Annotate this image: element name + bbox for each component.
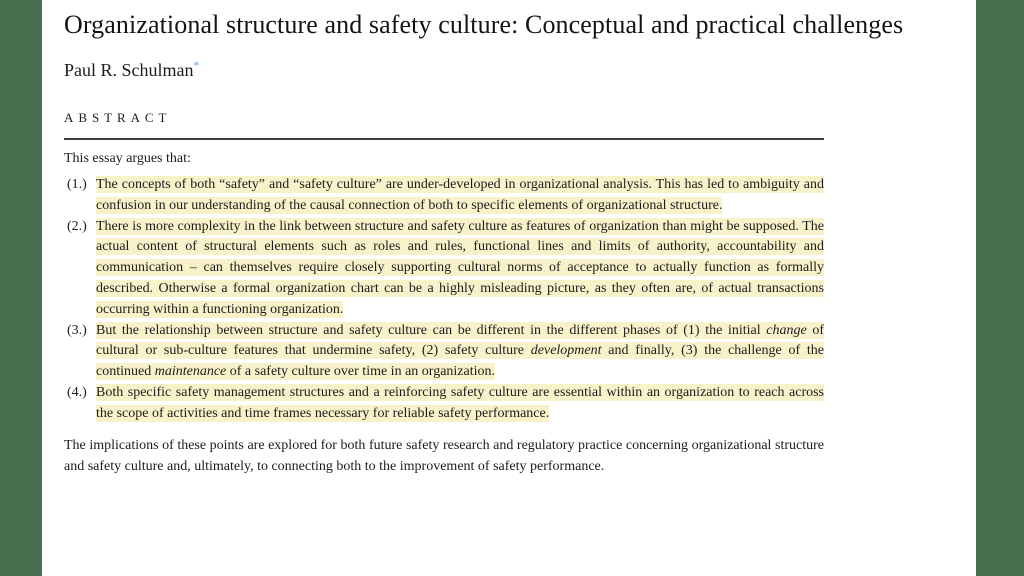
abstract-list-item (64, 217, 824, 321)
abstract-list (64, 175, 824, 425)
list-item-text-highlighted: But the relationship between structure and safety culture can be different in the different phases of (1) the initial change of cultural or sub-culture features that undermine safety, (2) safety culture development and finally, (3) the challenge of the continued maintenance of a safety culture over time in an organization. (96, 322, 824, 380)
list-item-marker: (2.) (67, 218, 87, 234)
abstract-intro: This essay argues that: (64, 151, 191, 166)
paper-page (42, 0, 976, 576)
author-name: Paul R. Schulman (64, 60, 194, 80)
abstract-list-item (64, 383, 824, 425)
list-item-text-highlighted: Both specific safety management structures and a reinforcing safety culture are essential within an organization to reach across the scope of activities and time frames necessary for reliable safety performance. (96, 384, 824, 421)
abstract-heading: ABSTRACT (64, 110, 172, 125)
list-item-marker: (1.) (67, 177, 87, 192)
author-footnote-asterisk[interactable]: * (193, 58, 200, 72)
abstract-list-item (64, 175, 824, 217)
article-title: Organizational structure and safety culture: Conceptual and practical challenges (64, 10, 904, 39)
list-item-text-highlighted: There is more complexity in the link between structure and safety culture as features of organization than might be supposed. The actual content of structural elements such as roles and rules, functional lines and limits of authority, accountability and communication – can themselves require closely supporting cultural norms of acceptance to actually function as formally described. Otherwise a formal organization chart can be a highly misleading picture, as they often are, of actual transactions occurring within a functioning organization. (96, 218, 824, 317)
abstract-page-content (42, 0, 976, 477)
list-item-text-highlighted: The concepts of both “safety” and “safety culture” are under-developed in organizational analysis. This has led to ambiguity and confusion in our understanding of the causal connection of both to specific elements of organizational structure. (96, 177, 824, 213)
list-item-marker: (3.) (67, 322, 87, 338)
abstract-divider-rule (64, 138, 824, 140)
author-line (64, 60, 976, 81)
list-item-marker: (4.) (67, 384, 87, 400)
closing-paragraph: The implications of these points are explored for both future safety research and regulatory practice concerning organizational structure and safety culture and, ultimately, to connecting both to the improvement of safety performance. (64, 437, 824, 474)
abstract-list-item (64, 321, 824, 383)
